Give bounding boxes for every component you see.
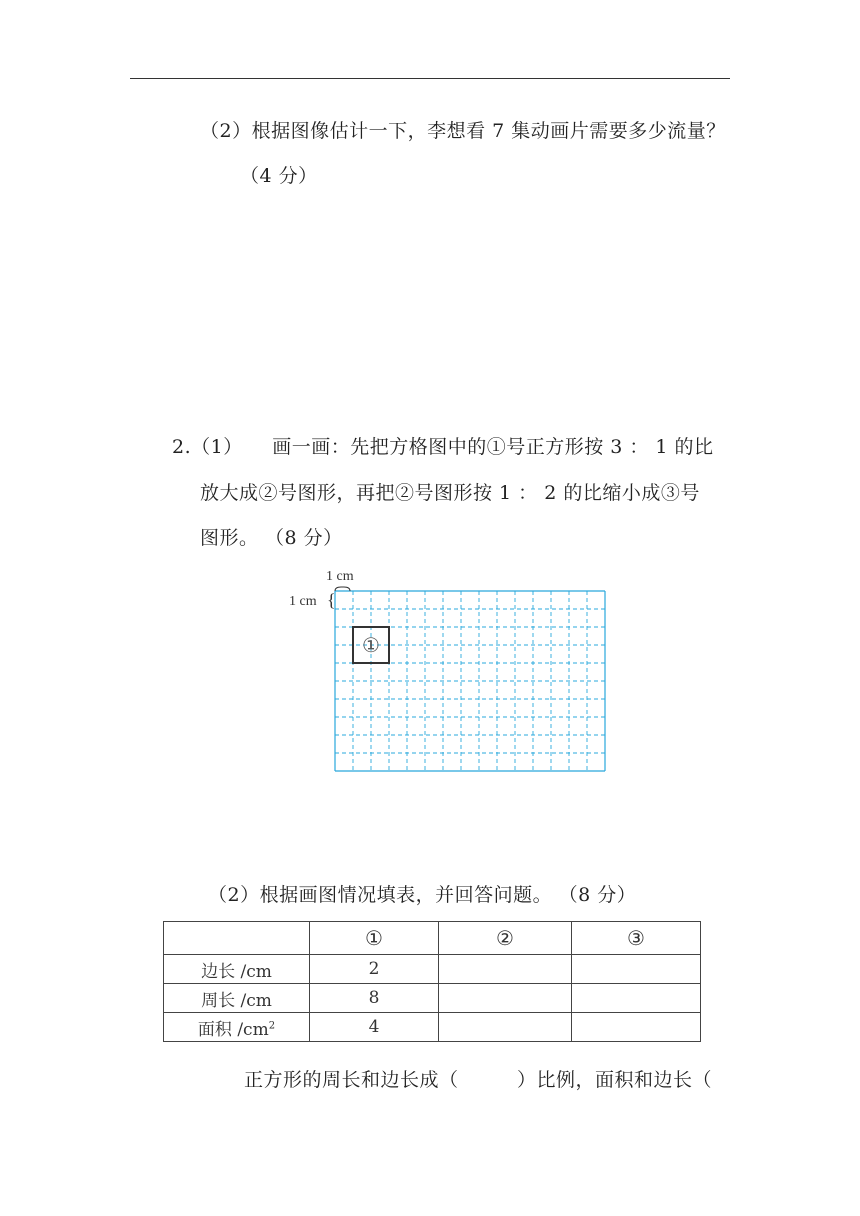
question-1-part-2-score: （4 分）	[240, 165, 318, 187]
unit-label-left: 1 cm	[289, 594, 317, 609]
table-row	[164, 955, 701, 984]
question-1-part-2: （2）根据图像估计一下，李想看 7 集动画片需要多少流量？	[200, 120, 726, 142]
question-2-part-1-line-2: 放大成②号图形，再把②号图形按 1 ： 2 的比缩小成③号	[200, 482, 700, 504]
table-header-cell	[164, 922, 310, 955]
table-cell: 4	[310, 1013, 439, 1042]
table-row	[164, 984, 701, 1013]
question-2-part-1-line-3: 图形。 （8 分）	[200, 527, 343, 549]
table-cell: 8	[310, 984, 439, 1013]
table-row	[164, 1013, 701, 1042]
question-2-part-1-line-1: 2.（1） 画一画：先把方格图中的①号正方形按 3 ： 1 的比	[172, 436, 714, 458]
unit-label-top: 1 cm	[326, 569, 354, 584]
answer-sentence[interactable]: 正方形的周长和边长成（ ）比例，面积和边长（	[244, 1069, 713, 1091]
square-grid-figure[interactable]	[280, 560, 620, 780]
top-rule	[130, 78, 730, 79]
table-header-cell: ②	[439, 922, 572, 955]
table-header-cell: ③	[572, 922, 701, 955]
square-1-label: ①	[362, 633, 380, 657]
table-cell-blank[interactable]	[572, 1013, 701, 1042]
table-header-row	[164, 922, 701, 955]
row-label-perimeter: 周长 /cm	[164, 984, 310, 1013]
row-label-side-length: 边长 /cm	[164, 955, 310, 984]
table-cell-blank[interactable]	[572, 955, 701, 984]
table-cell-blank[interactable]	[572, 984, 701, 1013]
area-label-superscript: 2	[268, 1019, 276, 1031]
grid-lines	[335, 591, 605, 771]
area-label-text: 面积 /cm	[197, 1019, 269, 1040]
unit-brace-left: {	[327, 590, 336, 610]
table-cell-blank[interactable]	[439, 984, 572, 1013]
table-cell-blank[interactable]	[439, 1013, 572, 1042]
table-cell: 2	[310, 955, 439, 984]
answer-table	[163, 921, 701, 1042]
row-label-area	[164, 1013, 310, 1042]
table-header-cell: ①	[310, 922, 439, 955]
question-2-part-2: （2）根据画图情况填表，并回答问题。 （8 分）	[208, 884, 637, 906]
table-cell-blank[interactable]	[439, 955, 572, 984]
